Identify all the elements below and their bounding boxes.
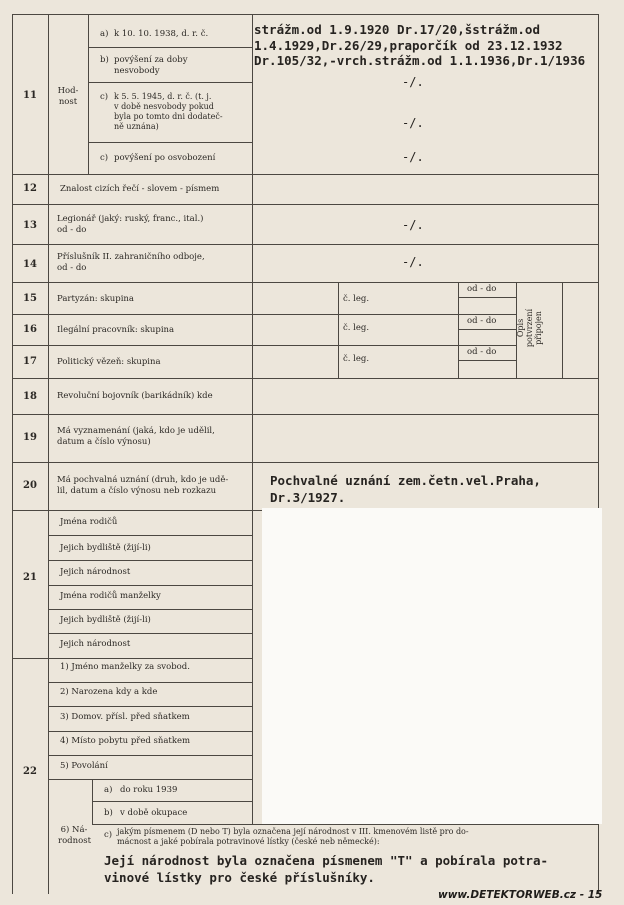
r21-l2 [48, 560, 252, 561]
r22-nat-l1 [92, 801, 252, 802]
row-number-15: 15 [23, 293, 37, 304]
r11-bottom [12, 174, 598, 175]
r22-l2 [48, 706, 252, 707]
r22-nat-c-letter: c) [104, 830, 113, 840]
r11-item-d-letter: c) [100, 153, 109, 163]
row-number-12: 12 [23, 183, 37, 194]
r22c-typed-1: Její národnost byla označena písmenem "T" a pobírala potra- [104, 853, 549, 868]
r11a-typed-2: 1.4.1929,Dr.26/29,praporčík od 23.12.1932 [254, 38, 563, 53]
opis-potvrzeni: Opis potvrzení připojen [516, 308, 543, 348]
r22-l3 [48, 731, 252, 732]
r21-item-5: Jejich bydliště (žijí-li) [60, 615, 151, 625]
r14-bottom [12, 282, 598, 283]
r14-dash: -/. [402, 255, 424, 269]
r11-item-a: k 10. 10. 1938, d. r. č. [114, 29, 209, 39]
r22-l4 [48, 755, 252, 756]
r13-label: Legionář (jaký: ruský, franc., ital.) od - do [57, 214, 204, 235]
r21-item-3: Jejich národnost [60, 567, 131, 577]
r14-label: Příslušník II. zahraničního odboje, od - do [57, 252, 205, 273]
r11-item-d: povýšení po osvobození [114, 153, 216, 163]
r11d-dash: -/. [402, 150, 424, 164]
r17-c-leg: č. leg. [343, 354, 370, 364]
r11a-typed-1: strážm.od 1.9.1920 Dr.17/20,šstrážm.od [254, 22, 540, 37]
r21-l1 [48, 535, 252, 536]
leg-sub-2 [458, 329, 516, 330]
r16-c-leg: č. leg. [343, 323, 370, 333]
r21-bottom [12, 658, 252, 659]
r22-item-1: 1) Jméno manželky za svobod. [60, 662, 190, 672]
r22-nat-a: do roku 1939 [120, 785, 178, 795]
r21-l5 [48, 633, 252, 634]
r11-line-b [88, 82, 252, 83]
row-number-22: 22 [23, 766, 37, 777]
row-number-18: 18 [23, 391, 37, 402]
r21-item-1: Jména rodičů [60, 517, 118, 527]
watermark-footer: www.DETEKTORWEB.cz - 15 [438, 889, 603, 901]
r13-dash: -/. [402, 218, 424, 232]
r11-item-b-letter: b) [100, 55, 109, 65]
r20-label: Má pochvalná uznání (druh, kdo je udě- lil, datum a číslo výnosu neb rozkazu [57, 475, 229, 496]
r22-item-5: 5) Povolání [60, 761, 108, 771]
r11-item-c-letter: c) [100, 92, 109, 102]
r16-label: Ilegální pracovník: skupina [57, 325, 175, 335]
leg-sub-1 [458, 297, 516, 298]
r11c-dash: -/. [402, 116, 424, 130]
top-border [12, 14, 598, 15]
r22-nat-b: v době okupace [120, 808, 188, 818]
r22-nat-l2 [92, 824, 598, 825]
r11-line-c [88, 142, 252, 143]
row-number-17: 17 [23, 356, 37, 367]
r22-item-3: 3) Domov. přísl. před sňatkem [60, 712, 190, 722]
r18-bottom [12, 414, 598, 415]
r22-l5 [48, 779, 252, 780]
left-border [12, 14, 13, 894]
r17-bottom [12, 378, 598, 379]
r22c-typed-2: vinové lístky pro české příslušníky. [104, 870, 375, 885]
r15-od-do: od - do [467, 284, 497, 294]
r15-bottom [12, 314, 516, 315]
r12-bottom [12, 204, 598, 205]
r19-bottom [12, 462, 598, 463]
r15-label: Partyzán: skupina [57, 294, 134, 304]
r21-l4 [48, 609, 252, 610]
r11a-typed-3: Dr.105/32,-vrch.strážm.od 1.1.1936,Dr.1/1936 [254, 53, 586, 68]
row-number-16: 16 [23, 324, 37, 335]
r22-nat-b-letter: b) [104, 808, 113, 818]
r21-item-4: Jména rodičů manželky [60, 591, 161, 601]
r15-c-leg: č. leg. [343, 294, 370, 304]
r22-l1 [48, 682, 252, 683]
leg-col-4 [562, 282, 563, 378]
r11-item-c: k 5. 5. 1945, d. r. č. (t. j. v době nesvobody pokud byla po tomto dni dodateč- ně uznána) [114, 92, 223, 131]
r17-od-do: od - do [467, 347, 497, 357]
r22-item-4: 4) Místo pobytu před sňatkem [60, 736, 191, 746]
r22-nat-a-letter: a) [104, 785, 113, 795]
label-column-divider [252, 14, 253, 824]
row-number-14: 14 [23, 259, 37, 270]
row-number-13: 13 [23, 220, 37, 231]
r16-bottom [12, 345, 516, 346]
r17-label: Politický vězeň: skupina [57, 357, 161, 367]
row-number-11: 11 [23, 90, 37, 101]
row-number-20: 20 [23, 480, 37, 491]
r21-l3 [48, 585, 252, 586]
leg-sub-3 [458, 360, 516, 361]
blank-answer-area [262, 508, 602, 824]
number-column-divider [48, 14, 49, 894]
r12-label: Znalost cizích řečí - slovem - písmem [60, 184, 220, 194]
r11b-dash: -/. [402, 75, 424, 89]
r18-label: Revoluční bojovník (barikádník) kde [57, 391, 213, 401]
r22-nat-label: 6) Ná- rodnost [58, 825, 91, 846]
r22-item-2: 2) Narozena kdy a kde [60, 687, 158, 697]
r11-label: Hod- nost [57, 86, 79, 107]
r20-typed-1: Pochvalné uznání zem.četn.vel.Praha, [270, 473, 541, 488]
r13-bottom [12, 244, 598, 245]
leg-col-1 [338, 282, 339, 378]
r11-item-b: povýšení za doby nesvobody [114, 55, 188, 76]
r11-sub-divider [88, 14, 89, 174]
r11-line-a [88, 47, 252, 48]
r19-label: Má vyznamenání (jaká, kdo je udělil, datum a číslo výnosu) [57, 426, 215, 447]
r16-od-do: od - do [467, 316, 497, 326]
r11-item-a-letter: a) [100, 29, 109, 39]
r20-typed-2: Dr.3/1927. [270, 490, 346, 505]
r21-item-2: Jejich bydliště (žijí-li) [60, 543, 151, 553]
r22-nat-c: jakým písmenem (D nebo T) byla označena její národnost v III. kmenovém listě pro do- mácnost a jaké pobírala potravinové lístky (české neb německé): [117, 827, 469, 846]
row-number-19: 19 [23, 432, 37, 443]
r21-item-6: Jejich národnost [60, 639, 131, 649]
row-number-21: 21 [23, 572, 37, 583]
